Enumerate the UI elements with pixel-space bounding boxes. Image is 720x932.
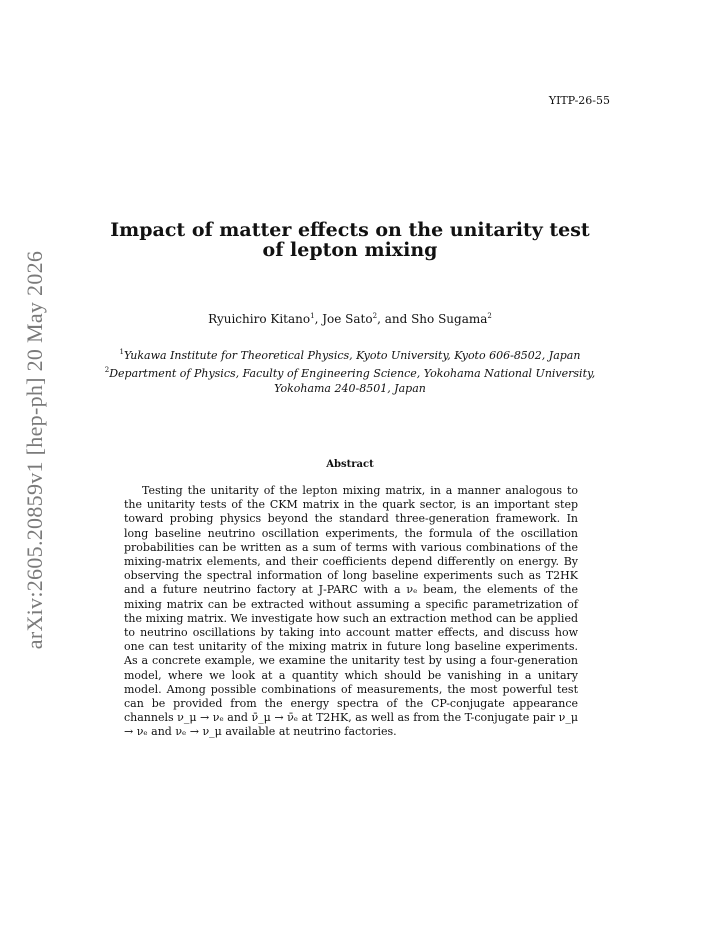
author: Sho Sugama$^2$ (411, 312, 492, 326)
affiliation: $^2$Department of Physics, Faculty of Engineering Science, Yokohama National University, Yokohama 240-8501, Japan (104, 366, 596, 395)
abstract-text: Testing the unitarity of the lepton mixing matrix, in a manner analogous to the unitarity tests of the CKM matrix in the quark sector, is an important step toward probing physics beyond the standard three-generation framework. In long baseline neutrino oscillation experiments, the formula of the oscillation probabilities can be written as a sum of terms with various combinations of the mixing-matrix elements, and their coefficients depend differently on energy. By observing the spectral information of long baseline experiments such as T2HK and a future neutrino factory at J-PARC with a νₑ beam, the elements of the mixing matrix can be extracted without assuming a specific parametrization of the mixing matrix. We investigate how such an extraction method can be applied to neutrino oscillations by taking into account matter effects, and discuss how one can test unitarity of the mixing matrix in future long baseline experiments. As a concrete example, we examine the unitarity test by using a four-generation model, where we look at a quantity which should be vanishing in a unitary model. Among possible combinations of measurements, the most powerful test can be provided from the energy spectra of the CP-conjugate appearance channels ν_μ → νₑ and ν̄_μ → ν̄ₑ at T2HK, as well as from the T-conjugate pair ν_μ → νₑ and νₑ → ν_μ available at neutrino factories. (124, 484, 578, 739)
report-number: YITP-26-55 (548, 94, 610, 107)
affiliation: $^1$Yukawa Institute for Theoretical Physics, Kyoto University, Kyoto 606-8502, Japan (119, 348, 581, 362)
arxiv-identifier-stamp: arXiv:2605.20859v1 [hep-ph] 20 May 2026 (22, 250, 47, 650)
affiliations (96, 345, 604, 396)
author: Ryuichiro Kitano$^1$ (208, 312, 315, 326)
abstract-heading: Abstract (326, 459, 374, 470)
author: Joe Sato$^2$ (322, 312, 378, 326)
paper-title: Impact of matter effects on the unitarity test of lepton mixing (110, 219, 590, 261)
author-list: Ryuichiro Kitano$^1$, Joe Sato$^2$, and Sho Sugama$^2$ (208, 312, 492, 326)
